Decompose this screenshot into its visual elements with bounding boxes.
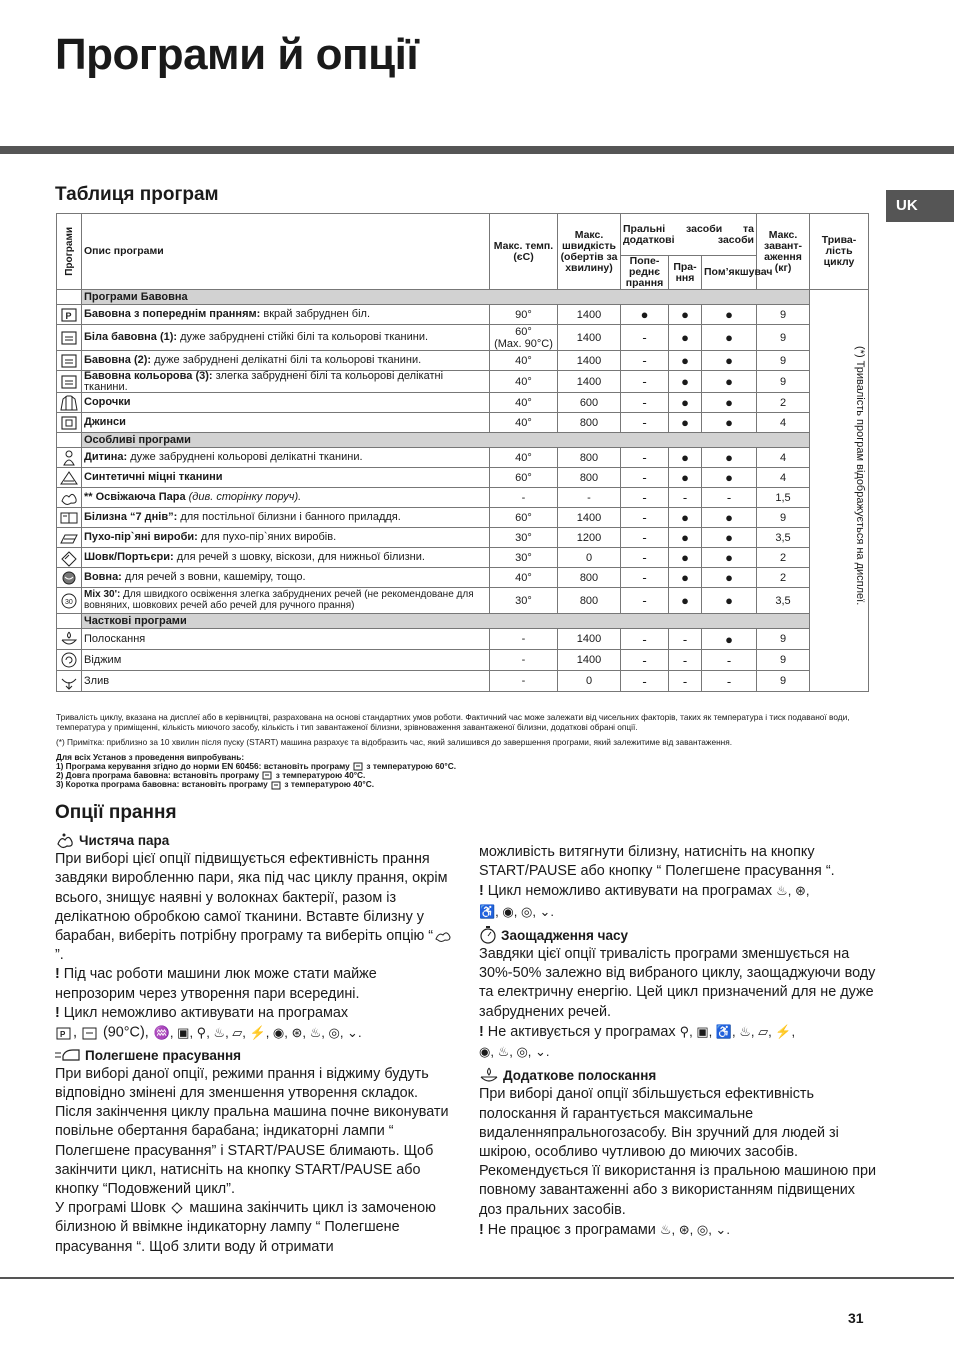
svg-text:P: P [60, 1029, 66, 1039]
wash-cell: - [669, 650, 702, 671]
col-description: Опис програми [82, 214, 490, 290]
prewash-cell: - [621, 351, 669, 371]
max-speed-cell: 1400 [558, 305, 621, 325]
max-temp-cell: 30° [490, 548, 558, 568]
program-row [57, 508, 869, 528]
col-programs: Програми [57, 214, 82, 290]
synthetics-icon [59, 469, 79, 487]
spin-icon [59, 651, 79, 669]
wash-cell: ● [669, 371, 702, 393]
wash-cell: ● [669, 548, 702, 568]
program-row [57, 548, 869, 568]
max-load-cell: 9 [757, 371, 810, 393]
program-row [57, 468, 869, 488]
asterisk-note: (*) Примітка: приблизно за 10 хвилин після пуску (START) машина разрахує та відобразить час, який залишився до завершення програми, який залежитиме від завантаження. [56, 737, 733, 747]
page-number: 31 [848, 1310, 864, 1326]
program-icon-cell [57, 413, 82, 433]
language-tab: UK [886, 190, 954, 222]
max-temp-cell: 90° [490, 305, 558, 325]
program-icons-list: ♨, ⊛, ♿, ◉, ◎, ⌄. [479, 883, 810, 919]
program-description: Пухо-пір`яні вироби: для пухо-пір`яних виробів. [82, 528, 490, 548]
wash-cell: - [669, 629, 702, 650]
softener-cell: - [702, 650, 757, 671]
max-speed-cell: 800 [558, 588, 621, 614]
wash-cell: ● [669, 325, 702, 351]
program-icon-cell [57, 325, 82, 351]
col-duration: Трива-лість циклу [810, 214, 869, 290]
program-icon-cell [57, 488, 82, 508]
section-icon-cell [57, 290, 82, 305]
softener-cell: ● [702, 448, 757, 468]
program-icon-cell [57, 448, 82, 468]
max-speed-cell: 0 [558, 671, 621, 692]
prewash-cell: ● [621, 305, 669, 325]
program-row [57, 488, 869, 508]
col-wash: Пра-ння [669, 256, 702, 290]
max-load-cell: 2 [757, 393, 810, 413]
col-max-speed: Макс. швидкість (обертів за хвилину) [558, 214, 621, 290]
softener-cell: - [702, 488, 757, 508]
program-description: Вовна: для речей з вовни, кашеміру, тощо. [82, 568, 490, 588]
mix-30-icon [59, 592, 79, 610]
max-load-cell: 9 [757, 671, 810, 692]
max-temp-cell: 40° [490, 393, 558, 413]
cycle-note: Тривалість циклу, вказана на дисплеї або в керівництві, разрахована на основі стандартних умов роботи. Фактичний час може залежати від чисельних факторів, таких як температура і тиск подаваної води, температура у приміщенні, кількість миючого засобу, кількість і тип завантаженої білизни, зрівноваження завантаженої білизни, додаткові обрані опції. [56, 712, 850, 732]
program-description: Шовк/Портьєри: для речей з шовку, віскози, для нижньої білизни. [82, 548, 490, 568]
program-description: Сорочки [82, 393, 490, 413]
program-icon-cell [57, 305, 82, 325]
col-detergents: Пральні засоби та додаткові засоби [621, 214, 757, 256]
program-description: Бавовна з попереднім пранням: вкрай забруднен біл. [82, 305, 490, 325]
wash-cell: ● [669, 305, 702, 325]
wash-cell: - [669, 671, 702, 692]
program-description: ** Освіжаюча Пара (див. сторінку поруч). [82, 488, 490, 508]
option-easy-ironing: Полегшене прасування [55, 1046, 455, 1065]
wash-cell: ● [669, 528, 702, 548]
program-row [57, 351, 869, 371]
wash-cell: - [669, 488, 702, 508]
prewash-cell: - [621, 325, 669, 351]
softener-cell: ● [702, 351, 757, 371]
iron-icon [55, 1047, 81, 1063]
program-icon-cell [57, 468, 82, 488]
program-row [57, 528, 869, 548]
program-row [57, 448, 869, 468]
max-speed-cell: 800 [558, 413, 621, 433]
section-icon-cell [57, 433, 82, 448]
program-icon-cell [57, 650, 82, 671]
softener-cell: ● [702, 413, 757, 433]
header-rule [0, 146, 954, 154]
program-icon-cell [57, 371, 82, 393]
program-description: Синтетичні міцні тканини [82, 468, 490, 488]
program-description: Віджим [82, 650, 490, 671]
max-speed-cell: 1400 [558, 325, 621, 351]
silk-curtains-icon [59, 549, 79, 567]
option-time-saving: Заощадження часу [479, 926, 879, 945]
section-row [57, 614, 869, 629]
coloured-cotton-icon [59, 373, 79, 391]
softener-cell: ● [702, 588, 757, 614]
program-row [57, 650, 869, 671]
program-description: Mix 30': Для швидкого освіження злегка забруднених речей (не рекомендоване для вовняних, шовкових речей або речей для ручного прання) [82, 588, 490, 614]
rinse-icon [479, 1067, 499, 1085]
program-row [57, 413, 869, 433]
wash-cell: ● [669, 393, 702, 413]
max-load-cell: 9 [757, 629, 810, 650]
max-speed-cell: 1400 [558, 629, 621, 650]
silk-icon [170, 1201, 184, 1215]
max-temp-cell: 30° [490, 528, 558, 548]
section-icon-cell [57, 614, 82, 629]
softener-cell: ● [702, 305, 757, 325]
program-description: Бавовна кольорова (3): злегка забруднені білі та кольорові делікатні тканини. [82, 371, 490, 393]
down-jacket-icon [59, 529, 79, 547]
col-softener: Пом’якшувач [702, 256, 757, 290]
option-steam: Чистяча пара [55, 831, 455, 850]
programs-table [56, 213, 869, 692]
program-icon-cell [57, 588, 82, 614]
wash-cell: ● [669, 448, 702, 468]
section-row [57, 290, 869, 305]
page-title: Програми й опції [55, 30, 419, 79]
program-row [57, 393, 869, 413]
footer-rule [0, 1277, 954, 1279]
program-row [57, 588, 869, 614]
softener-cell: ● [702, 528, 757, 548]
max-speed-cell: 800 [558, 448, 621, 468]
prewash-cell: - [621, 671, 669, 692]
wool-icon [59, 569, 79, 587]
max-speed-cell: 1400 [558, 371, 621, 393]
max-load-cell: 3,5 [757, 588, 810, 614]
cotton-prewash-icon [59, 306, 79, 324]
softener-cell: ● [702, 468, 757, 488]
prewash-cell: - [621, 468, 669, 488]
cotton-prewash-icon [56, 1026, 72, 1040]
max-temp-cell: 40° [490, 448, 558, 468]
max-temp-cell: - [490, 629, 558, 650]
options-heading: Опції прання [55, 802, 177, 823]
program-icon-cell [57, 528, 82, 548]
max-speed-cell: 800 [558, 568, 621, 588]
program-row [57, 671, 869, 692]
max-speed-cell: 1200 [558, 528, 621, 548]
table-heading: Таблиця програм [55, 184, 219, 205]
prewash-cell: - [621, 371, 669, 393]
prewash-cell: - [621, 650, 669, 671]
max-temp-cell: 60° [490, 508, 558, 528]
program-row [57, 568, 869, 588]
softener-cell: ● [702, 371, 757, 393]
options-left-column: Чистяча пара При виборі цієї опції підвищується ефективність прання завдяки виробленню пари, яка під час циклу прання, окрім всього, знищує наявні у волокнах бактерії, разом із делікатною обробкою самої тканини. Вставте білизну у барабан, виберіть потрібну програму та виберіть опцію “”. ! Під час роботи машини люк може стати майже непрозорим через утворення пари всередині. ! Цикл неможливо активувати на програмах P , (90°C), ♒, ▣, ⚲, ♨, ▱, ⚡, ◉, ⊛, ♨, ◎, ⌄. Полегшене прасування При виборі даної опції, режими прання і віджиму будуть відповідно змінені для зменшення утворення складок. Після закінчення циклу пральна машина почне виконувати повільне обертання барабана; індикаторні лампи “ Полегшене прасування” і START/PAUSE блимають. Щоб закінчити цикл, натисніть на кнопку START/PAUSE або кнопку “Подовжений цикл”. У програмі Шовк машина закінчить цикл із замоченою білизною й ввімкне індикаторну лампу “ Полегшене прасування “. Щоб злити воду й отримати [55, 831, 455, 1257]
program-row [57, 371, 869, 393]
program-description: Біла бавовна (1): дуже забруднені стійкі білі та кольорові тканини. [82, 325, 490, 351]
section-label: Програми Бавовна [82, 290, 810, 305]
drain-icon [59, 672, 79, 690]
program-icons-list: ♨, ⊛, ◎, ⌄. [659, 1221, 730, 1237]
option-extra-rinse: Додаткове полоскання [479, 1066, 879, 1085]
prewash-cell: - [621, 588, 669, 614]
program-icons-list: ⚲, ▣, ♿, ♨, ▱, ⚡, ◉, ♨, ◎, ⌄. [479, 1023, 796, 1060]
section-row [57, 433, 869, 448]
options-right-column: можливість витягнути білизну, натисніть на кнопку START/PAUSE або кнопку “ Полегшене прасування “. ! Цикл неможливо активувати на програмах ♨, ⊛, ♿, ◉, ◎, ⌄. Заощадження часу Завдяки цієї опції тривалість програми зменшується на 30%-50% залежно від вибраного циклу, заощаджуючи воду та електричну енергію. Цей цикл призначений для не дуже забруднених речей. ! Не активується у програмах ⚲, ▣, ♿, ♨, ▱, ⚡, ◉, ♨, ◎, ⌄. Додаткове полоскання При виборі даної опції збільшується ефективність полоскання й гарантується максимальне видаленняпральногозасобу. Він зручний для людей зі шкірою, особливо чутливою до миючих засобів. Рекомендується її використання із пральною машиною при повному завантаженні або з використанням підвищених доз пральних засобів. ! Не працює з програмами ♨, ⊛, ◎, ⌄. [479, 843, 879, 1240]
prewash-cell: - [621, 413, 669, 433]
program-description: Бавовна (2): дуже забруднені делікатні білі та кольорові тканини. [82, 351, 490, 371]
softener-cell: - [702, 671, 757, 692]
prewash-cell: - [621, 508, 669, 528]
program-description: Злив [82, 671, 490, 692]
softener-cell: ● [702, 393, 757, 413]
prewash-cell: - [621, 488, 669, 508]
max-load-cell: 9 [757, 351, 810, 371]
col-max-load: Макс. завант-аження (кг) [757, 214, 810, 290]
program-icon-cell [57, 671, 82, 692]
prewash-cell: - [621, 568, 669, 588]
program-icon-cell [57, 393, 82, 413]
max-speed-cell: 600 [558, 393, 621, 413]
max-load-cell: 9 [757, 325, 810, 351]
white-cotton-icon [82, 1026, 98, 1040]
prewash-cell: - [621, 548, 669, 568]
max-load-cell: 9 [757, 508, 810, 528]
coloured-cotton-icon [271, 781, 281, 790]
rinse-icon [59, 630, 79, 648]
max-temp-cell: 60° [490, 468, 558, 488]
program-description: Дитина: дуже забруднені кольорові делікатні тканини. [82, 448, 490, 468]
max-temp-cell: 40° [490, 351, 558, 371]
max-temp-cell: 40° [490, 568, 558, 588]
baby-icon [59, 449, 79, 467]
program-row [57, 305, 869, 325]
program-icon-cell [57, 508, 82, 528]
section-label: Особливі програми [82, 433, 810, 448]
max-load-cell: 2 [757, 568, 810, 588]
max-speed-cell: 0 [558, 548, 621, 568]
program-description: Джинси [82, 413, 490, 433]
wash-cell: ● [669, 508, 702, 528]
max-temp-cell: 40° [490, 413, 558, 433]
program-icon-cell [57, 548, 82, 568]
softener-cell: ● [702, 325, 757, 351]
section-label: Часткові програми [82, 614, 810, 629]
max-temp-cell: - [490, 671, 558, 692]
max-load-cell: 3,5 [757, 528, 810, 548]
duration-note: (*) Тривалість програм відображується на дисплеї. [810, 290, 869, 692]
max-load-cell: 2 [757, 548, 810, 568]
max-speed-cell: - [558, 488, 621, 508]
shirts-icon [59, 394, 79, 412]
prewash-cell: - [621, 528, 669, 548]
cotton-icon [59, 352, 79, 370]
max-load-cell: 4 [757, 448, 810, 468]
wash-cell: ● [669, 351, 702, 371]
program-row [57, 629, 869, 650]
steam-icon [434, 929, 452, 943]
program-description: Полоскання [82, 629, 490, 650]
max-load-cell: 9 [757, 305, 810, 325]
program-icons-list: ♒, ▣, ⚲, ♨, ▱, ⚡, ◉, ⊛, ♨, ◎, ⌄. [153, 1025, 362, 1041]
softener-cell: ● [702, 508, 757, 528]
prewash-cell: - [621, 448, 669, 468]
program-icon-cell [57, 629, 82, 650]
program-icon-cell [57, 351, 82, 371]
max-speed-cell: 800 [558, 468, 621, 488]
col-prewash: Попе-реднє прання [621, 256, 669, 290]
jeans-icon [59, 414, 79, 432]
bed-linen-icon [59, 509, 79, 527]
max-temp-cell: 60° (Max. 90°C) [490, 325, 558, 351]
test-notes: Для всіх Установ з проведення випробувань: 1) Програма керування згідно до норми EN 60456: встановіть програму з температурою 60°C. 2) Довга програма бавовна: встановіть програму з температурою 40°C. 3) Коротка програма бавовна: встановіть програму з температурою 40°C. [56, 752, 456, 790]
max-speed-cell: 1400 [558, 650, 621, 671]
steam-icon [55, 832, 75, 850]
softener-cell: ● [702, 568, 757, 588]
program-row [57, 325, 869, 351]
wash-cell: ● [669, 413, 702, 433]
stopwatch-icon [479, 926, 497, 944]
program-icon-cell [57, 568, 82, 588]
wash-cell: ● [669, 588, 702, 614]
max-load-cell: 4 [757, 413, 810, 433]
wash-cell: ● [669, 468, 702, 488]
max-speed-cell: 1400 [558, 351, 621, 371]
max-temp-cell: - [490, 650, 558, 671]
prewash-cell: - [621, 629, 669, 650]
softener-cell: ● [702, 629, 757, 650]
prewash-cell: - [621, 393, 669, 413]
max-speed-cell: 1400 [558, 508, 621, 528]
max-temp-cell: 30° [490, 588, 558, 614]
max-temp-cell: - [490, 488, 558, 508]
program-description: Білизна “7 днів”: для постільної білизни і банного приладдя. [82, 508, 490, 528]
svg-text:P: P [65, 310, 72, 321]
steam-refresh-icon [59, 489, 79, 507]
max-load-cell: 9 [757, 650, 810, 671]
max-load-cell: 1,5 [757, 488, 810, 508]
max-load-cell: 4 [757, 468, 810, 488]
col-max-temp: Макс. темп. (єC) [490, 214, 558, 290]
wash-cell: ● [669, 568, 702, 588]
white-cotton-icon [59, 329, 79, 347]
max-temp-cell: 40° [490, 371, 558, 393]
softener-cell: ● [702, 548, 757, 568]
svg-text:30: 30 [65, 598, 73, 606]
